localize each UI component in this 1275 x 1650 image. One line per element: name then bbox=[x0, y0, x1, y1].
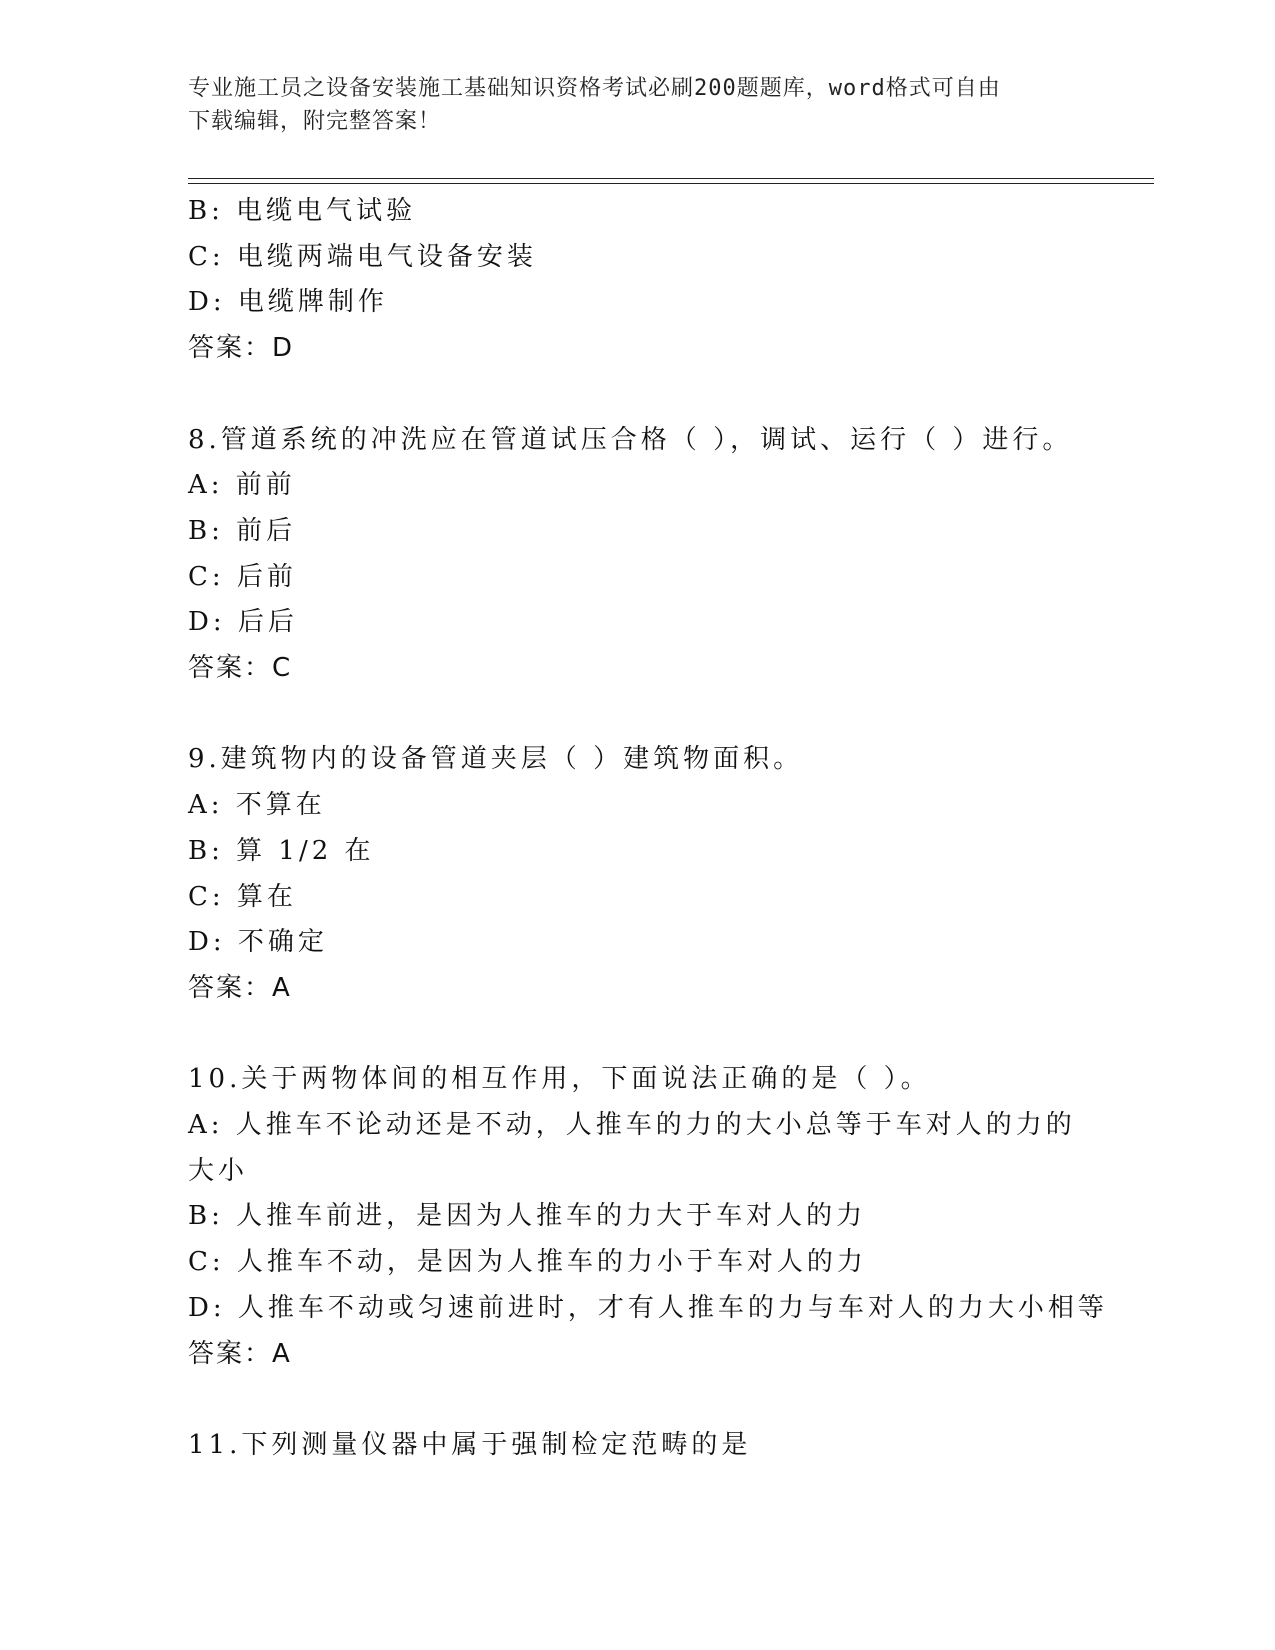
q8-option-b: B: 前后 bbox=[188, 515, 297, 546]
spacer bbox=[188, 1012, 1088, 1058]
q7-option-c: C: 电缆两端电气设备安装 bbox=[188, 241, 537, 272]
q9-option-d: D: 不确定 bbox=[188, 927, 328, 958]
question-9-block bbox=[188, 737, 1088, 1011]
q8-option-c: C: 后前 bbox=[188, 561, 297, 592]
q10-option-b: B: 人推车前进，是因为人推车的力大于车对人的力 bbox=[188, 1201, 867, 1232]
spacer bbox=[188, 372, 1088, 418]
q10-option-c: C: 人推车不动，是因为人推车的力小于车对人的力 bbox=[188, 1247, 867, 1278]
question-7-block bbox=[188, 189, 1088, 372]
header-divider-bottom bbox=[188, 183, 1154, 184]
q7-answer: 答案：D bbox=[188, 333, 295, 364]
spacer bbox=[188, 1377, 1088, 1423]
document-body bbox=[188, 189, 1108, 1469]
q10-option-a: A: 人推车不论动还是不动，人推车的力的大小总等于车对人的力的大小 bbox=[188, 1110, 1076, 1186]
q7-option-d: D: 电缆牌制作 bbox=[188, 287, 388, 318]
header-divider-top bbox=[188, 178, 1154, 179]
q10-question: 10.关于两物体间的相互作用，下面说法正确的是（ ）。 bbox=[188, 1064, 931, 1095]
q8-question: 8.管道系统的冲洗应在管道试压合格（ ），调试、运行（ ）进行。 bbox=[188, 424, 1073, 455]
header-line-1: 专业施工员之设备安装施工基础知识资格考试必刷200题题库，word格式可自由 bbox=[188, 76, 1001, 101]
header-line-2: 下载编辑，附完整答案！ bbox=[188, 109, 442, 134]
spacer bbox=[188, 692, 1088, 738]
q10-answer: 答案：A bbox=[188, 1338, 292, 1369]
q9-option-c: C: 算在 bbox=[188, 881, 297, 912]
document-header bbox=[188, 72, 1088, 138]
q11-question: 11.下列测量仪器中属于强制检定范畴的是 bbox=[188, 1429, 752, 1460]
q9-option-a: A: 不算在 bbox=[188, 790, 326, 821]
q9-answer: 答案：A bbox=[188, 972, 292, 1003]
question-11-block bbox=[188, 1423, 1088, 1469]
q9-question: 9.建筑物内的设备管道夹层（ ）建筑物面积。 bbox=[188, 744, 804, 775]
q9-option-b: B: 算 1/2 在 bbox=[188, 835, 375, 866]
q10-option-d: D: 人推车不动或匀速前进时，才有人推车的力与车对人的力大小相等 bbox=[188, 1292, 1108, 1323]
q8-option-d: D: 后后 bbox=[188, 607, 298, 638]
question-10-block bbox=[188, 1057, 1108, 1377]
q8-answer: 答案：C bbox=[188, 653, 293, 684]
q7-option-b: B: 电缆电气试验 bbox=[188, 196, 417, 226]
q8-option-a: A: 前前 bbox=[188, 470, 296, 501]
question-8-block bbox=[188, 418, 1088, 692]
